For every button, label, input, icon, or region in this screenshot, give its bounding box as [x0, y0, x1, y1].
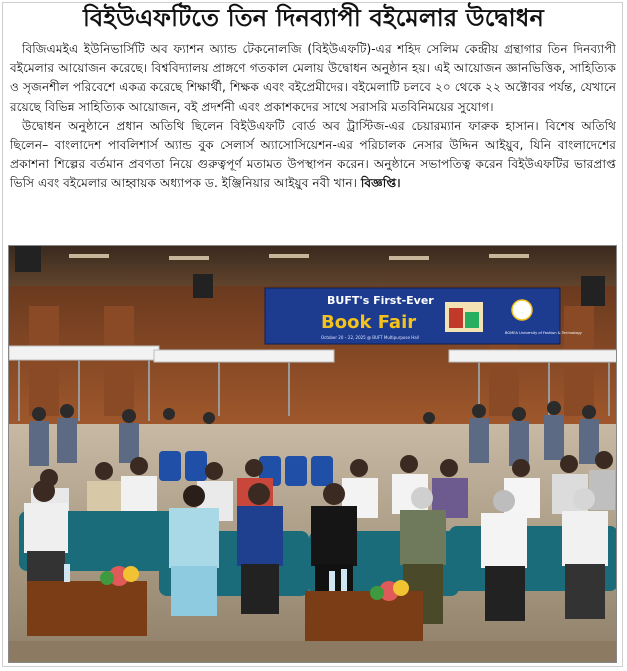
buft-logo-icon: [512, 300, 532, 320]
article-headline: বিইউএফটিতে তিন দিনব্যাপী বইমেলার উদ্বোধন: [82, 4, 545, 32]
banner-line1: BUFT's First-Ever: [327, 294, 434, 307]
book-fair-banner: [265, 288, 583, 344]
news-credit: বিজ্ঞপ্তি।: [360, 176, 401, 191]
banner-dates: October 20 – 22, 2025 @ BUFT Multipurpose Hall: [321, 335, 419, 340]
event-photo: [8, 245, 617, 663]
paragraph-1: বিজিএমইএ ইউনিভার্সিটি অব ফ্যাশন অ্যান্ড টেকনোলজি (বিইউএফটি)-এর শহিদ সেলিম কেন্দ্রীয় গ্রন্থাগার তিন দিনব্যাপী বইমেলার আয়োজন করেছে। বিশ্ববিদ্যালয় প্রাঙ্গণে গতকাল মেলায় উদ্বোধন অনুষ্ঠান হয়। এই আয়োজন জ্ঞানভিত্তিক, সাহিত্যিক ও সৃজনশীল পরিবেশে একত্র করেছে শিক্ষার্থী, শিক্ষক এবং বইপ্রেমীদের। বইমেলাটি চলবে ২০ থেকে ২২ অক্টোবর পর্যন্ত, যেখানে রয়েছে বিভিন্ন সাহিত্যিক আয়োজন, বই প্রদর্শনী এবং প্রকাশকদের সাথে সরাসরি মতবিনিময়ের সুযোগ।: [10, 42, 616, 114]
banner-org: BGMEA University of Fashion & Technology: [505, 331, 582, 335]
paragraph-2: [10, 117, 616, 194]
photo-illustration: [9, 246, 617, 663]
article-body: [10, 40, 616, 194]
banner-line2: Book Fair: [321, 312, 417, 333]
paragraph-2-text: উদ্বোধন অনুষ্ঠানে প্রধান অতিথি ছিলেন বিইউএফটি বোর্ড অব ট্রাস্টিজ-এর চেয়ারম্যান ফারুক হাসান। বিশেষ অতিথি ছিলেন– বাংলাদেশ পাবলিশার্স অ্যান্ড বুক সেলার্স অ্যাসোসিয়েশন-এর পরিচালক নেসার উদ্দিন আইয়ুব, যিনি বাংলাদেশের প্রকাশনা শিল্পের বর্তমান প্রবণতা নিয়ে গুরুত্বপূর্ণ মতামত উপস্থাপন করেন। অনুষ্ঠানে সভাপতিত্ব করেন বিইউএফটির ভারপ্রাপ্ত ভিসি এবং বইমেলার আহ্বায়ক অধ্যাপক ড. ইঞ্জিনিয়ার আইয়ুব নবী খান।: [10, 118, 616, 191]
